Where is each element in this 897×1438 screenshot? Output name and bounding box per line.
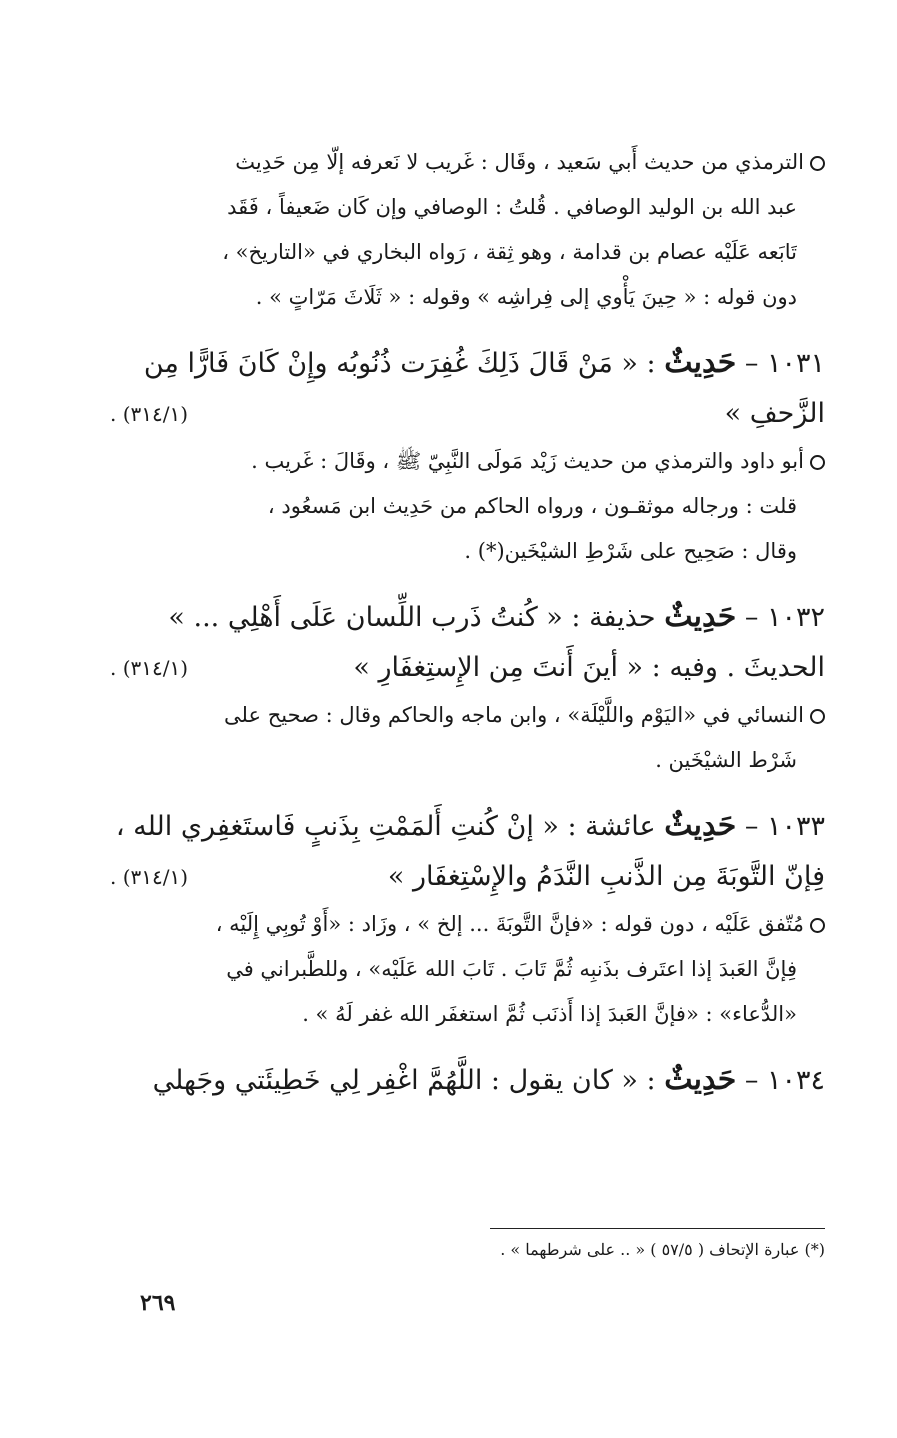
text-line: وقال : صَحِيح على شَرْطِ الشيْخَين(*) . bbox=[464, 539, 797, 563]
entry-text: الحديثَ . وفيه : « أينَ أَنتَ مِن الإِستِغفَارِ » bbox=[353, 652, 825, 683]
volume-reference: (٣١٤/١) . bbox=[110, 656, 189, 680]
page-number: ٢٦٩ bbox=[140, 1290, 176, 1316]
takhrij-block-3 bbox=[110, 693, 825, 783]
page-body bbox=[110, 140, 825, 1106]
takhrij-block-1 bbox=[110, 140, 825, 320]
text-line: دون قوله : « حِينَ يَأْوي إلى فِراشِه » وقوله : « ثَلَاثَ مَرّاتٍ » . bbox=[255, 285, 797, 309]
entry-title: حَدِيثٌ bbox=[664, 345, 737, 380]
entry-text: فِإنّ التَّوبَةَ مِن الذَّنبِ النَّدَمُ والإِسْتِغفَار » bbox=[387, 861, 825, 892]
text-line: النسائي في «اليَوْم واللَّيْلَة» ، وابن ماجه والحاكم وقال : صحيح على bbox=[224, 703, 804, 727]
entry-title: حَدِيثٌ bbox=[664, 1062, 737, 1097]
text-line: مُتّفق عَلَيْه ، دون قوله : «فإنَّ التَّوبَةَ ... إلخ » ، وزَاد : «أَوْ تُوبِي إِلَيْه ، bbox=[215, 912, 804, 936]
text-line: تَابَعه عَلَيْه عصام بن قدامة ، وهو ثِقة ، رَواه البخاري في «التاريخ» ، bbox=[222, 240, 797, 264]
entry-text: عائشة : « إنْ كُنتِ أَلمَمْتِ بِذَنبٍ فَاستَغفِري الله ، bbox=[115, 811, 656, 842]
text-line: قلت : ورجاله موثقـون ، ورواه الحاكم من حَدِيث ابن مَسعُود ، bbox=[267, 494, 797, 518]
text-line: عبد الله بن الوليد الوصافي . قُلتُ : الوصافي وإن كَان ضَعيفاً ، فَقَد bbox=[227, 195, 797, 219]
text-line: شَرْط الشيْخَين . bbox=[655, 748, 797, 772]
text-line: أبو داود والترمذي من حديث زَيْد مَولَى النَّبِيّ ﷺ ، وقَالَ : غَريب . bbox=[251, 449, 804, 473]
hadith-entry-1032 bbox=[110, 592, 825, 693]
bullet-icon bbox=[810, 455, 825, 470]
footnote-divider bbox=[490, 1228, 825, 1229]
text-line: «الدُّعاء» : «فإنَّ العَبدَ إذا أَذنَب ثُمَّ استغفَر الله غفر لَهُ » . bbox=[302, 1002, 797, 1026]
text-line: الترمذي من حديث أَبي سَعيد ، وقَال : غَريب لا نَعرفه إلّا مِن حَدِيث bbox=[235, 150, 804, 174]
takhrij-block-4 bbox=[110, 902, 825, 1037]
text-line: فِإنَّ العَبدَ إذا اعتَرف بذَنبِه ثُمَّ تَابَ . تَابَ الله عَلَيْه» ، وللطَّبراني في bbox=[226, 957, 797, 981]
hadith-entry-1031 bbox=[110, 338, 825, 439]
entry-number: ١٠٣٣ – bbox=[744, 811, 825, 842]
entry-number: ١٠٣٤ – bbox=[744, 1065, 825, 1096]
entry-title: حَدِيثٌ bbox=[664, 808, 737, 843]
hadith-entry-1033 bbox=[110, 801, 825, 902]
entry-number: ١٠٣٢ – bbox=[744, 602, 825, 633]
entry-text: الزَّحفِ » bbox=[724, 398, 825, 429]
takhrij-block-2 bbox=[110, 439, 825, 574]
entry-text: حذيفة : « كُنتُ ذَرب اللِّسان عَلَى أَهْلِي ... » bbox=[168, 602, 656, 633]
volume-reference: (٣١٤/١) . bbox=[110, 402, 189, 426]
hadith-entry-1034 bbox=[110, 1055, 825, 1106]
bullet-icon bbox=[810, 709, 825, 724]
bullet-icon bbox=[810, 918, 825, 933]
volume-reference: (٣١٤/١) . bbox=[110, 865, 189, 889]
footnote: (*) عبارة الإتحاف ( ٥٧/٥ ) « .. على شرطهما » . bbox=[500, 1240, 825, 1259]
entry-title: حَدِيثٌ bbox=[664, 599, 737, 634]
entry-text: : « مَنْ قَالَ ذَلِكَ غُفِرَت ذُنُوبُه وإِنْ كَانَ فَارًّا مِن bbox=[143, 348, 656, 379]
entry-text: : « كان يقول : اللَّهُمَّ اغْفِر لِي خَطِيئَتي وجَهلي bbox=[152, 1065, 656, 1096]
bullet-icon bbox=[810, 156, 825, 171]
entry-number: ١٠٣١ – bbox=[744, 348, 825, 379]
